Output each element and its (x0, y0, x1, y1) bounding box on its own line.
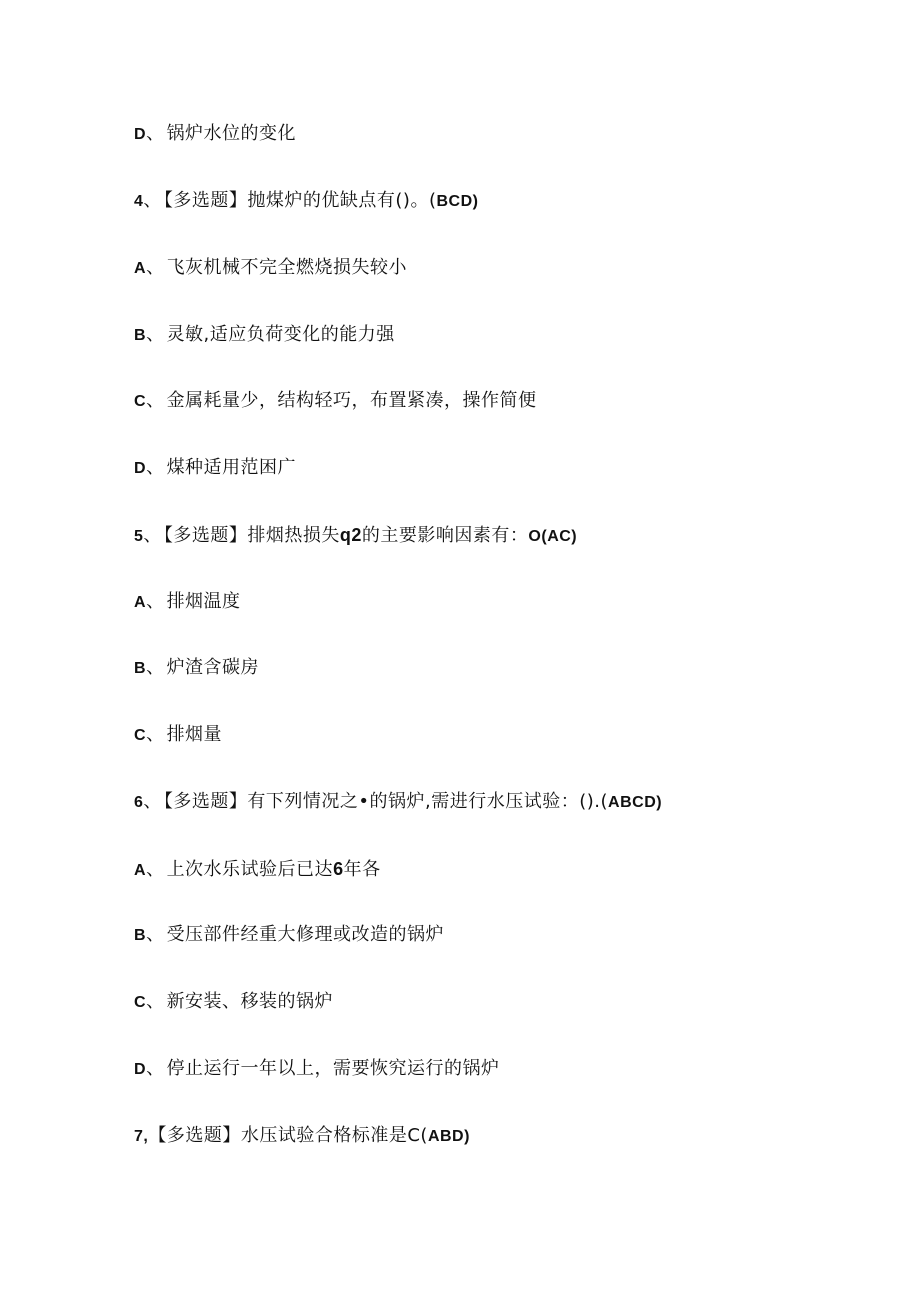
question-text: 【多选题】有下列情况之•的锅炉,需进行水压试验：().( (163, 791, 609, 812)
separator: 、 (143, 791, 162, 812)
option-label: A (134, 862, 147, 879)
separator: 、 (146, 591, 165, 612)
separator: 、 (146, 724, 165, 745)
option-label: B (134, 660, 147, 677)
option-line (134, 723, 222, 748)
separator: 、 (143, 190, 162, 211)
question-text: 【多选题】水压试验合格标准是C( (148, 1125, 428, 1146)
separator: 、 (146, 457, 165, 478)
separator: 、 (146, 657, 165, 678)
option-text: 金属耗量少，结构轻巧，布置紧凑，操作简便 (166, 390, 537, 411)
option-label: D (134, 1061, 147, 1078)
separator: 、 (146, 924, 165, 945)
question-number: 5 (134, 528, 144, 545)
option-text: 炉渣含碳房 (166, 657, 260, 678)
separator: 、 (143, 525, 162, 546)
option-text: 新安装、移装的锅炉 (166, 991, 334, 1012)
symbol-text: q2 (339, 525, 362, 545)
separator: 、 (146, 257, 165, 278)
option-line (134, 923, 444, 948)
option-text-continued: 年各 (343, 859, 381, 880)
question-text: 【多选题】抛煤炉的优缺点有()。( (163, 190, 437, 211)
answer-key: BCD) (436, 193, 479, 210)
option-text: 受压部件经重大修理或改造的锅炉 (166, 924, 445, 945)
option-line (134, 590, 241, 615)
question-text: 【多选题】排烟热损失 (163, 525, 340, 546)
question-line (134, 189, 478, 214)
option-line (134, 323, 395, 348)
answer-key: O(AC) (528, 528, 578, 545)
answer-key: ABD) (427, 1128, 470, 1145)
separator: 、 (146, 1058, 165, 1079)
option-label: D (134, 126, 147, 143)
option-line (134, 857, 381, 883)
option-text: 停止运行一年以上，需要恢究运行的锅炉 (166, 1058, 500, 1079)
option-label: C (134, 727, 147, 744)
option-text: 上次水乐试验后已达 (166, 859, 334, 880)
option-text: 排烟量 (166, 724, 223, 745)
option-label: A (134, 260, 147, 277)
option-text: 煤种适用范困广 (166, 457, 297, 478)
option-line (134, 389, 537, 414)
question-text-continued: 的主要影响因素有： (361, 525, 529, 546)
option-line (134, 456, 296, 481)
option-text: 锅炉水位的变化 (166, 123, 297, 144)
option-label: B (134, 927, 147, 944)
separator: 、 (146, 991, 165, 1012)
option-label: C (134, 393, 147, 410)
option-label: A (134, 594, 147, 611)
question-number: 7, (134, 1128, 149, 1145)
option-label: B (134, 327, 147, 344)
question-line (134, 1124, 470, 1149)
option-text: 灵敏,适应负荷变化的能力强 (166, 324, 395, 345)
option-line (134, 122, 296, 147)
number-text: 6 (333, 859, 344, 879)
answer-key: ABCD) (608, 794, 663, 811)
option-text: 飞灰机械不完全燃烧损失较小 (166, 257, 408, 278)
option-line (134, 1057, 500, 1082)
question-number: 4 (134, 193, 144, 210)
separator: 、 (146, 859, 165, 880)
separator: 、 (146, 123, 165, 144)
separator: 、 (146, 390, 165, 411)
question-line (134, 790, 662, 815)
option-line (134, 256, 407, 281)
question-number: 6 (134, 794, 144, 811)
option-text: 排烟温度 (166, 591, 241, 612)
option-line (134, 990, 333, 1015)
option-label: D (134, 460, 147, 477)
option-line (134, 656, 259, 681)
question-line (134, 523, 577, 549)
option-label: C (134, 994, 147, 1011)
separator: 、 (146, 324, 165, 345)
